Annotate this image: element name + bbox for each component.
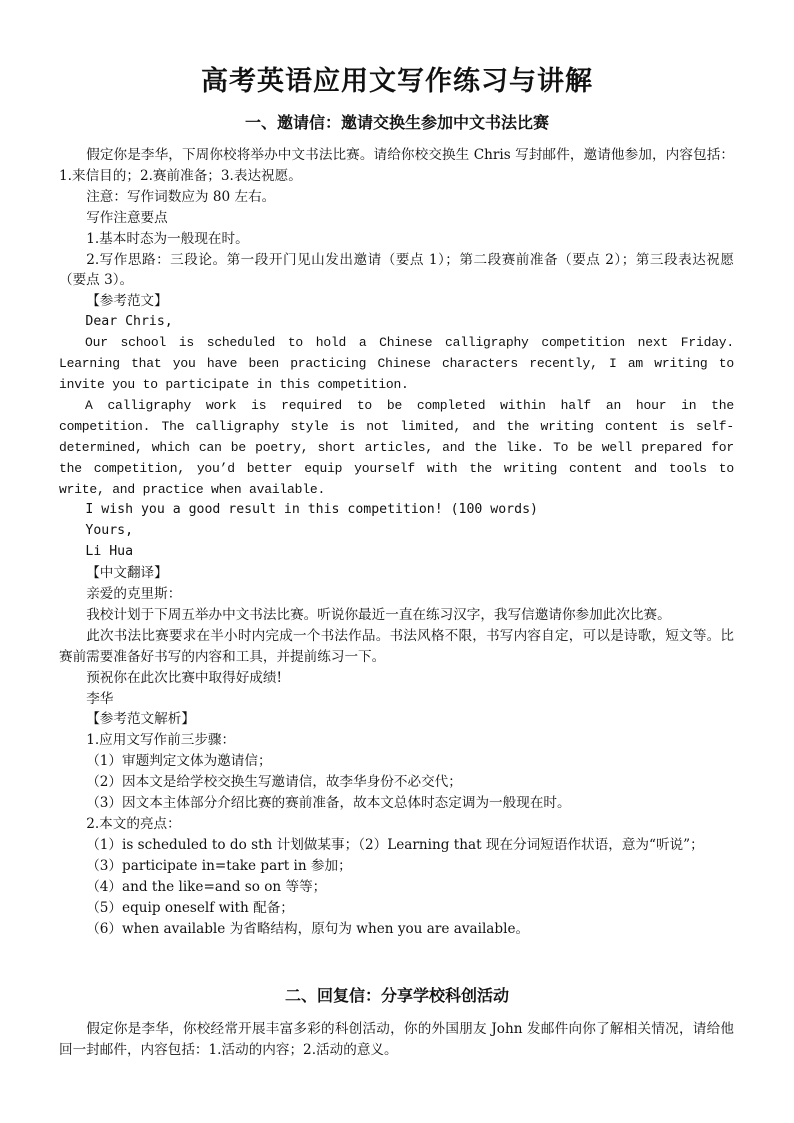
highlight-1-2: （1）is scheduled to do sth 计划做某事；（2）Learning that 现在分词短语作状语，意为“听说”； [86,836,704,853]
document-title: 高考英语应用文写作练习与讲解 [201,66,593,97]
highlight-5: （5）equip oneself with 配备； [86,899,294,916]
translation-paragraph-1: 我校计划于下周五举办中文书法比赛。听说你最近一直在练习汉字，我写信邀请你参加此次比赛。 [86,606,671,623]
word-count-note: 注意：写作词数应为 80 左右。 [86,188,276,205]
analysis-item-1: 1.应用文写作前三步骤： [86,732,236,749]
translation-label: 【中文翻译】 [86,565,168,582]
highlight-4: （4）and the like=and so on 等等； [86,878,327,895]
analysis-step-3: （3）因文本主体部分介绍比赛的赛前准备，故本文总体时态定调为一般现在时。 [86,795,571,812]
translation-paragraph-3: 预祝你在此次比赛中取得好成绩! [86,669,282,686]
translation-paragraph-2: 此次书法比赛要求在半小时内完成一个书法作品。书法风格不限，书写内容自定，可以是诗歌，短文等。比赛前需要准备好书写的内容和工具，并提前练习一下。 [59,627,734,665]
task-prompt-2: 假定你是李华，你校经常开展丰富多彩的科创活动，你的外国朋友 John 发邮件向你了解相关情况，请给他回一封邮件，内容包括：1.活动的内容；2.活动的意义。 [59,1021,734,1058]
highlight-6: （6）when available 为省略结构，原句为 when you are available。 [86,920,530,937]
analysis-step-2: （2）因本文是给学校交换生写邀请信，故李华身份不必交代； [86,774,462,791]
section-2-body [59,1019,734,1061]
highlight-3: （3）participate in=take part in 参加； [86,857,352,874]
section-1-heading: 一、邀请信：邀请交换生参加中文书法比赛 [244,113,549,132]
letter-closing: Yours, [85,523,134,539]
letter-paragraph-3: I wish you a good result in this competition! (100 words) [85,502,538,518]
letter-paragraph-1: Our school is scheduled to hold a Chinese calligraphy competition next Friday. Learning that you have been practicing Chinese characters recently, I am writing to invite you to participate in this competition. [59,335,734,392]
analysis-step-1: （1）审题判定文体为邀请信； [86,753,272,770]
task-prompt: 假定你是李华，下周你校将举办中文书法比赛。请给你校交换生 Chris 写封邮件，邀请他参加，内容包括：1.来信目的；2.赛前准备；3.表达祝愿。 [59,147,734,184]
writing-tips-label: 写作注意要点 [86,209,168,226]
analysis-label: 【参考范文解析】 [86,711,195,728]
writing-tip-2: 2.写作思路：三段论。第一段开门见山发出邀请（要点 1）；第二段赛前准备（要点 2）；第三段表达祝愿（要点 3）。 [59,251,734,289]
sample-essay-label: 【参考范文】 [86,293,168,310]
writing-tip-1: 1.基本时态为一般现在时。 [86,230,249,247]
translation-greeting: 亲爱的克里斯： [86,586,182,603]
analysis-item-2: 2.本文的亮点： [86,816,181,832]
letter-greeting: Dear Chris, [85,314,173,330]
letter-signature: Li Hua [85,544,134,560]
translation-signature: 李华 [86,690,114,707]
letter-paragraph-2: A calligraphy work is required to be completed within half an hour in the competition. The calligraphy style is not limited, and the writing content is self-determined, which can be poetry, short articles, and the like. To be well prepared for the competition, you’d better equip yourself with the writing content and tools to write, and practice when available. [59,397,734,497]
section-2-heading: 二、回复信：分享学校科创活动 [284,986,509,1005]
section-1-body [59,145,734,939]
